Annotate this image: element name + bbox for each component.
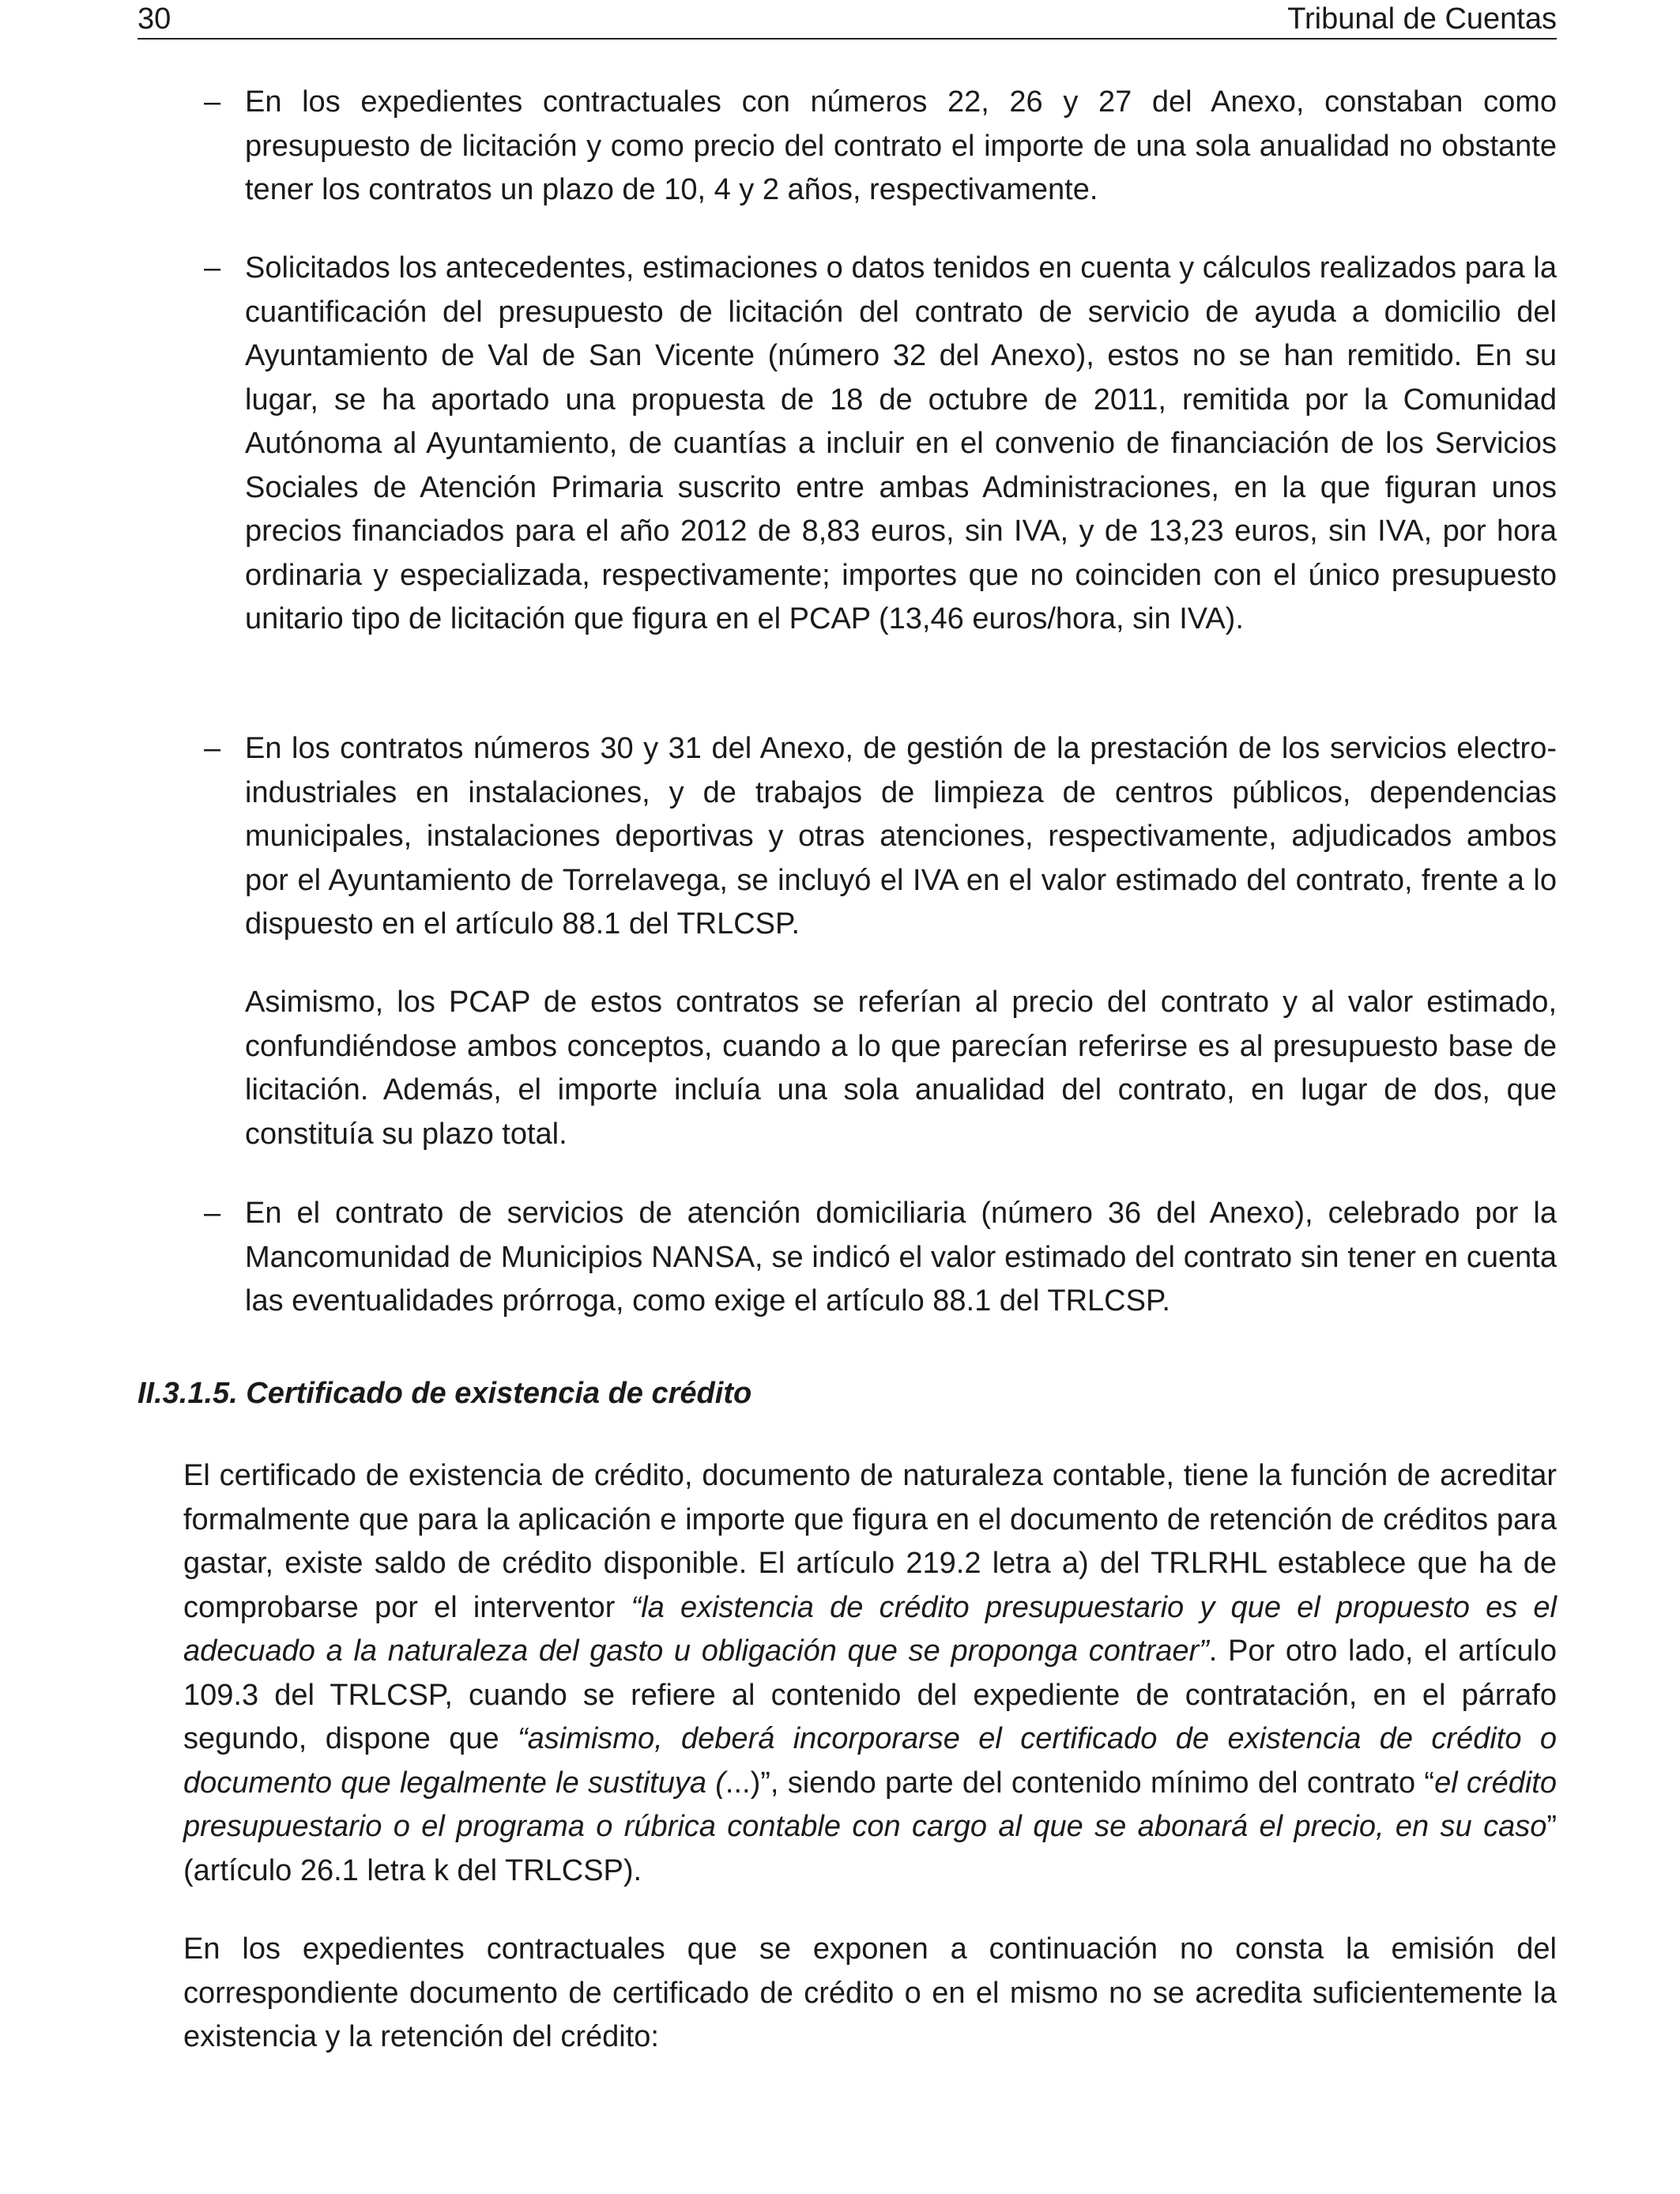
para1-text-2: . Por otro lado, el artículo 109.3 del TRLCSP, cuando se refiere al contenido del expediente de contratación, en el párrafo segundo, dispone que — [183, 1634, 1557, 1755]
para1-text-3: ...)”, siendo parte del contenido mínimo del contrato “ — [725, 1766, 1435, 1800]
bullet-dash-2: – — [204, 251, 221, 285]
bullet-dash-3: – — [204, 732, 221, 765]
para1-quote-3: el crédito presupuestario o el programa o rúbrica contable con cargo al que se abonará el precio, en su caso — [183, 1766, 1557, 1843]
para1-quote-2: “asimismo, deberá incorporarse el certificado de existencia de crédito o documento que legalmente le sustituya ( — [183, 1722, 1557, 1800]
section-paragraph-2: En los expedientes contractuales que se exponen a continuación no consta la emisión del correspondiente documento de certificado de crédito o en el mismo no se acredita suficientemente la existencia y la retención del crédito: — [183, 1932, 1557, 2053]
bullet-item-2: Solicitados los antecedentes, estimaciones o datos tenidos en cuenta y cálculos realizados para la cuantificación del presupuesto de licitación del contrato de servicio de ayuda a domicilio del Ayuntamiento de Val de San Vicente (número 32 del Anexo), estos no se han remitido. En su lugar, se ha aportado una propuesta de 18 de octubre de 2011, remitida por la Comunidad Autónoma al Ayuntamiento, de cuantías a incluir en el convenio de financiación de los Servicios Sociales de Atención Primaria suscrito entre ambas Administraciones, en la que figuran unos precios financiados para el año 2012 de 8,83 euros, sin IVA, y de 13,23 euros, sin IVA, por hora ordinaria y especializada, respectivamente; importes que no coinciden con el único presupuesto unitario tipo de licitación que figura en el PCAP (13,46 euros/hora, sin IVA). — [245, 251, 1557, 635]
para1-quote-1: “la existencia de crédito presupuestario y que el propuesto es el adecuado a la naturaleza del gasto u obligación que se proponga contraer” — [183, 1590, 1557, 1668]
bullet-dash-1: – — [204, 85, 221, 119]
bullet-item-3-continuation: Asimismo, los PCAP de estos contratos se referían al precio del contrato y al valor estimado, confundiéndose ambos conceptos, cuando a lo que parecían referirse es al presupuesto base de licitación. Además, el importe incluía una sola anualidad del contrato, en lugar de dos, que constituía su plazo total. — [245, 986, 1557, 1151]
header-title: Tribunal de Cuentas — [1287, 2, 1557, 36]
bullet-item-4: En el contrato de servicios de atención domiciliaria (número 36 del Anexo), celebrado por la Mancomunidad de Municipios NANSA, se indicó el valor estimado del contrato sin tener en cuenta las eventualidades prórroga, como exige el artículo 88.1 del TRLCSP. — [245, 1197, 1557, 1318]
page-number: 30 — [137, 2, 171, 36]
para1-text-1: El certificado de existencia de crédito, documento de naturaleza contable, tiene la función de acreditar formalmente que para la aplicación e importe que figura en el documento de retención de créditos para gastar, existe saldo de crédito disponible. El artículo 219.2 letra a) del TRLRHL establece que ha de comprobarse por el interventor — [183, 1459, 1557, 1624]
para1-text-4: ” (artículo 26.1 letra k del TRLCSP). — [183, 1810, 1557, 1887]
bullet-dash-4: – — [204, 1197, 221, 1230]
bullet-item-3: En los contratos números 30 y 31 del Anexo, de gestión de la prestación de los servicios electro-industriales en instalaciones, y de trabajos de limpieza de centros públicos, dependencias municipales, instalaciones deportivas y otras atenciones, respectivamente, adjudicados ambos por el Ayuntamiento de Torrelavega, se incluyó el IVA en el valor estimado del contrato, frente a lo dispuesto en el artículo 88.1 del TRLCSP. — [245, 732, 1557, 941]
page-header — [137, 0, 1557, 40]
bullet-item-1: En los expedientes contractuales con números 22, 26 y 27 del Anexo, constaban como presupuesto de licitación y como precio del contrato el importe de una sola anualidad no obstante tener los contratos un plazo de 10, 4 y 2 años, respectivamente. — [245, 85, 1557, 206]
section-heading: II.3.1.5. Certificado de existencia de crédito — [137, 1377, 752, 1410]
section-paragraph-1 — [183, 1454, 1557, 1893]
